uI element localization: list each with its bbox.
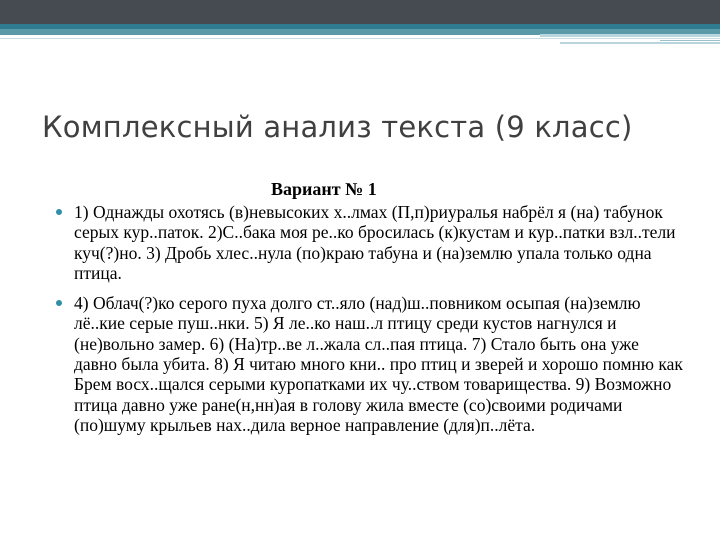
paragraph-text: 1) Однажды охотясь (в)невысоких х..лмах (П,п)риуралья набрёл я (на) табунок серых кур..паток. 2)С..бака моя ре..ко бросилась (к)кустам и кур..патки взл..тели куч(?)но. 3) Дробь хлес..нула (по)краю табуна и (на)землю упала только одна птица.: [74, 202, 676, 283]
text-list: [56, 202, 686, 445]
paragraph-text: 4) Облач(?)ко серого пуха долго ст..яло (над)ш..повником осыпая (на)землю лё..кие серые пуш..нки. 5) Я ле..ко наш..л птицу среди кустов нагнулся и (не)вольно замер. 6) (На)тр..ве л..жала сл..пая птица. 7) Стало быть она уже давно была убита. 8) Я читаю много кни.. про птиц и зверей и хорошо помню как Брем восх..щался серыми куропатками их чу..ством товарищества. 9) Возможно птица давно уже ране(н,нн)ая в голову жила вместе (со)своими родичами (по)шуму крыльев нах..дила верное направление (для)п..лёта.: [74, 293, 683, 435]
list-item: [56, 293, 686, 435]
decorative-ribbon: [660, 40, 720, 41]
slide-title: Комплексный анализ текста (9 класс): [42, 110, 633, 144]
variant-heading: Вариант № 1: [271, 179, 377, 199]
bullet-icon: [56, 300, 62, 306]
decorative-ribbon: [540, 34, 720, 37]
list-item: [56, 202, 686, 283]
bullet-icon: [56, 209, 62, 215]
decorative-ribbon: [0, 38, 720, 39]
decorative-ribbon: [560, 42, 720, 44]
header-band: [0, 0, 720, 24]
